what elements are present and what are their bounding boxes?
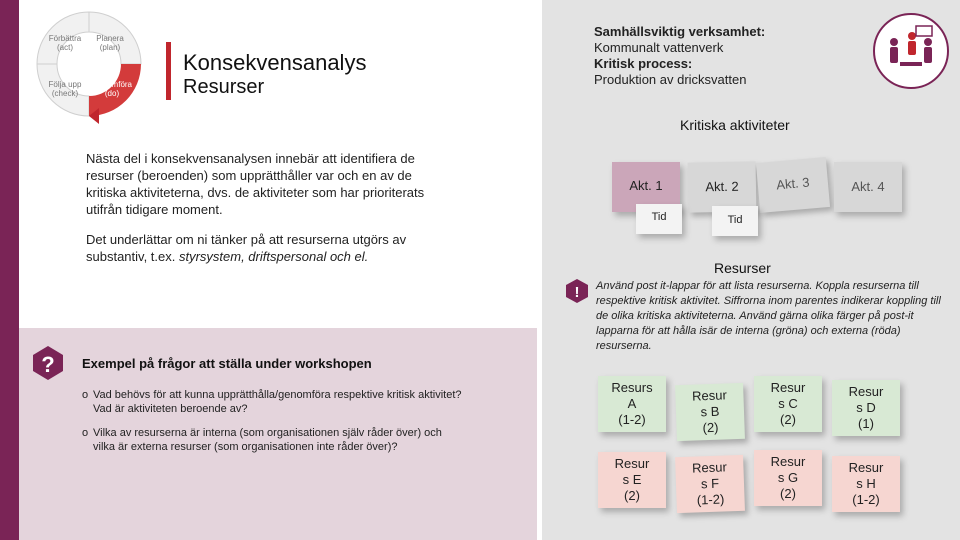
question-text-1: Vad behövs för att kunna upprätthålla/genomföra respektive kritisk aktivitet? Vad är aktiviteten beroende av? (93, 389, 462, 415)
activity-postit-3[interactable] (756, 157, 830, 213)
svg-text:!: ! (574, 284, 580, 301)
header-line4: Produktion av dricksvatten (594, 72, 747, 87)
tid-label-2: Tid (727, 214, 743, 226)
cycle-check-label: Följa upp (check) (48, 80, 82, 98)
resource-e-line3: (2) (624, 488, 640, 503)
intro-p2-text: Det underlättar om ni tänker på att resurserna utgörs av substantiv, t.ex. (86, 232, 407, 264)
resource-b-line2: s B (700, 403, 720, 420)
header-line2: Kommunalt vattenverk (594, 40, 724, 55)
resource-postit-g[interactable] (754, 450, 822, 506)
resource-g-line2: s G (777, 470, 799, 485)
resource-e-line2: s E (622, 472, 642, 487)
resource-postit-e[interactable] (598, 452, 666, 508)
resource-h-line3: (1-2) (852, 492, 880, 507)
resource-postit-a[interactable] (598, 376, 666, 432)
pdca-cycle-icon (19, 0, 159, 130)
cycle-do-label: Genomföra (do) (91, 80, 133, 98)
tid-label-1: Tid (651, 211, 667, 223)
resource-d-line1: Resur (848, 384, 884, 399)
resource-b-line1: Resur (691, 387, 728, 404)
intro-paragraph-2 (86, 231, 446, 265)
intro-p2-examples: styrsystem, driftspersonal och el. (178, 249, 369, 264)
resource-d-line2: s D (856, 400, 876, 415)
resource-c-line1: Resur (770, 380, 806, 395)
resource-e-line1: Resur (614, 456, 650, 471)
resource-postit-d[interactable] (832, 380, 900, 436)
resource-h-line2: s H (856, 476, 876, 491)
header-line3: Kritisk process: (594, 56, 693, 71)
resource-b-line3: (2) (702, 419, 719, 436)
svg-text:?: ? (41, 352, 55, 377)
activity-label-3: Akt. 3 (775, 174, 811, 193)
resource-postit-f[interactable] (675, 455, 745, 513)
resource-postit-c[interactable] (754, 376, 822, 432)
resource-g-line3: (2) (780, 486, 796, 501)
question-item: o Vad behövs för att kunna upprätthålla/genomföra respektive kritisk aktivitet? Vad är aktiviteten beroende av? (82, 389, 462, 415)
divider (537, 0, 542, 540)
resource-c-line2: s C (778, 396, 798, 411)
resource-g-line1: Resur (770, 454, 806, 469)
activity-label-2: Akt. 2 (705, 178, 739, 195)
question-text-2: Vilka av resurserna är interna (som organisationen själv råder över) och vilka är externa resurser (som organisationen inte råder över)? (93, 427, 442, 453)
left-accent-bar (0, 0, 19, 540)
question-mark-icon (30, 344, 66, 382)
resource-a-line2: A (627, 396, 637, 411)
resource-f-line1: Resur (691, 459, 728, 476)
activities-heading: Kritiska aktiviteter (680, 117, 790, 133)
resource-h-line1: Resur (848, 460, 884, 475)
activity-label-1: Akt. 1 (629, 178, 663, 193)
activity-postit-2[interactable] (688, 161, 757, 212)
tid-postit-2[interactable] (712, 206, 758, 236)
header-line1: Samhällsviktig verksamhet: (594, 24, 766, 39)
activity-label-4: Akt. 4 (851, 179, 885, 194)
cycle-act-label: Förbättra (act) (48, 34, 82, 52)
resource-f-line2: s F (700, 475, 720, 492)
resources-heading: Resurser (714, 260, 771, 276)
resource-d-line3: (1) (858, 416, 874, 431)
cycle-plan-label: Planera (plan) (96, 34, 124, 52)
intro-paragraph-1: Nästa del i konsekvensanalysen innebär att identifiera de resurser (beroenden) som upprätthåller var och en av de kritiska aktiviteterna, dvs. de aktiviteter som har prioriterats utifrån tidigare moment. (86, 151, 425, 217)
resource-a-line1: Resurs (611, 380, 653, 395)
resource-postit-b[interactable] (675, 383, 745, 441)
resource-postit-h[interactable] (832, 456, 900, 512)
resource-a-line3: (1-2) (618, 412, 646, 427)
resource-f-line3: (1-2) (696, 491, 725, 508)
resource-c-line3: (2) (780, 412, 796, 427)
title-accent-bar (166, 42, 171, 100)
question-item: o Vilka av resurserna är interna (som organisationen själv råder över) och vilka är externa resurser (som organisationen inte råder över)? (82, 426, 462, 454)
activity-postit-4[interactable] (834, 162, 902, 212)
exclamation-icon (564, 278, 590, 304)
resources-note: Använd post it-lappar för att lista resurserna. Koppla resurserna till respektive kritisk aktivitet. Siffrorna inom parentes indikerar koppling till de olika kritiska aktiviteterna. Använd gärna olika färger på post-it lapparna för att hålla isär de interna (gröna) och externa (röda) resurserna. (596, 280, 941, 352)
tid-postit-1[interactable] (636, 204, 682, 234)
questions-heading: Exempel på frågor att ställa under workshopen (82, 356, 372, 371)
group-people-icon (872, 12, 950, 90)
page-title: Konsekvensanalys (183, 50, 367, 75)
header-info (594, 24, 765, 88)
page-subtitle: Resurser (183, 76, 265, 98)
